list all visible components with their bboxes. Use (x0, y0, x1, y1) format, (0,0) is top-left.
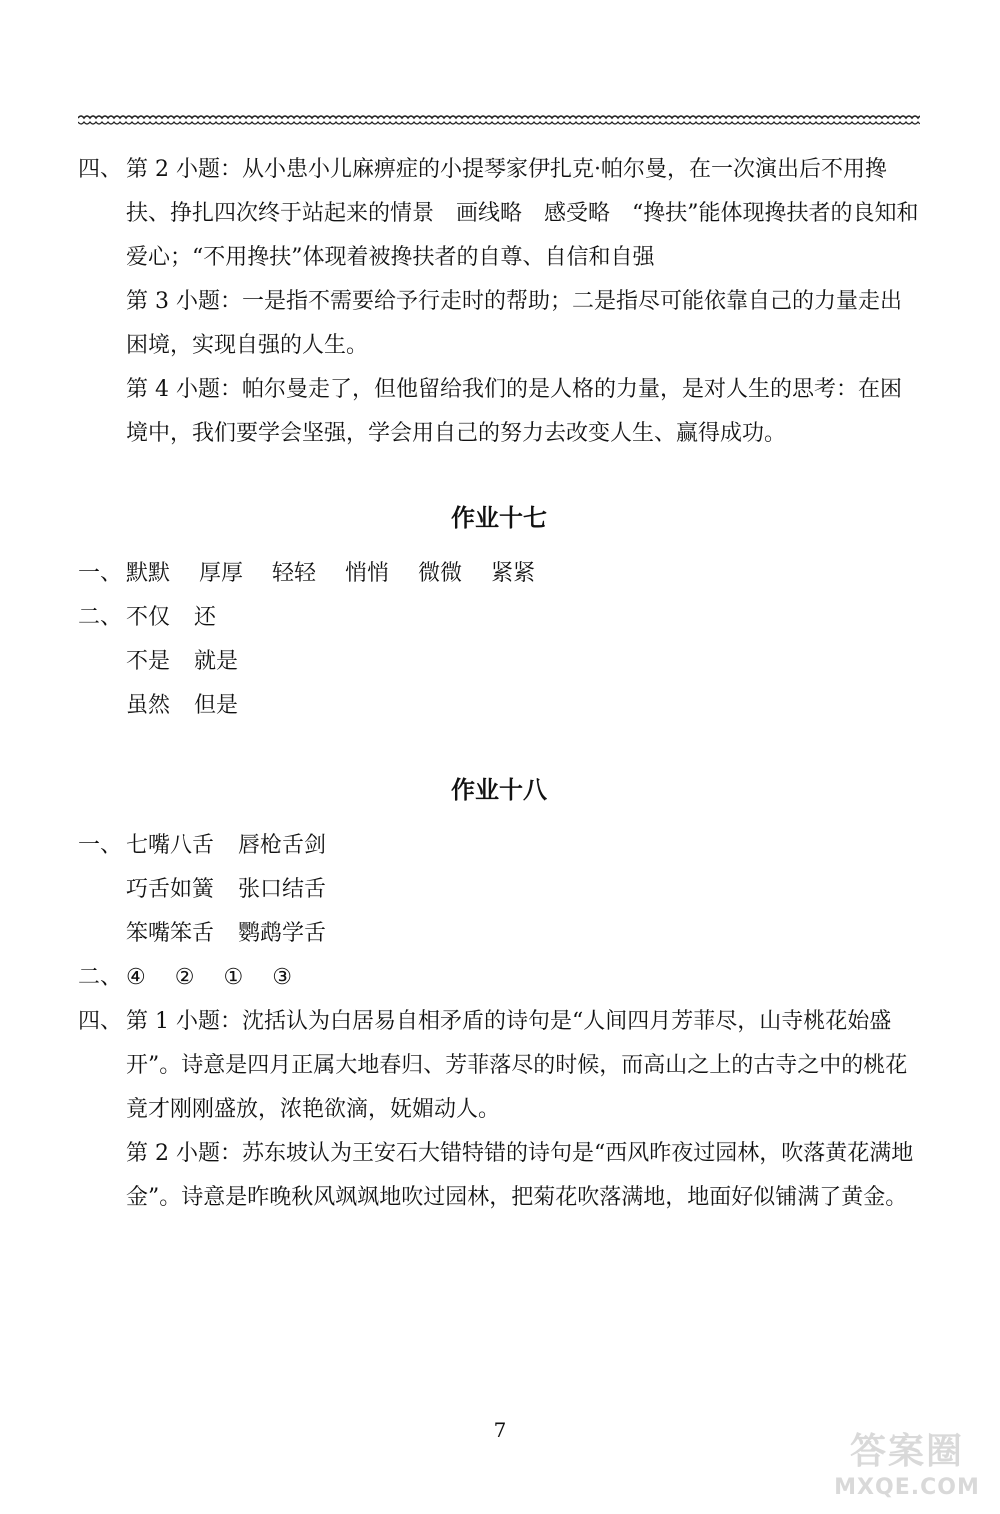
prev-question-4 (78, 148, 920, 456)
answer-content (78, 148, 920, 1220)
idiom: 巧舌如簧 (126, 877, 215, 902)
idiom: 鹦鹉学舌 (238, 921, 327, 946)
idiom: 张口结舌 (238, 877, 327, 902)
answer-paragraph: 第 2 小题：苏东坡认为王安石大错特错的诗句是“西风昨夜过园林，吹落黄花满地金”。诗意是昨晚秋风飒飒地吹过园林，把菊花吹落满地，地面好似铺满了黄金。 (126, 1141, 914, 1210)
section-title-hw18: 作业十八 (451, 776, 547, 804)
hw18-question-4 (78, 1000, 920, 1220)
word-item: 默默 (126, 561, 171, 586)
pair-word: 不是 (126, 649, 171, 674)
question-label: 一、 (78, 833, 123, 858)
idiom: 笨嘴笨舌 (126, 921, 215, 946)
pair-word: 但是 (194, 693, 239, 718)
word-item: 微微 (418, 561, 463, 586)
pair-word: 不仅 (126, 605, 171, 630)
answer-paragraph: 第 1 小题：沈括认为白居易自相矛盾的诗句是“人间四月芳菲尽，山寺桃花始盛开”。诗意是四月正属大地春归、芳菲落尽的时候，而高山之上的古寺之中的桃花竟才刚刚盛放，浓艳欲滴，妩媚动人。 (126, 1009, 908, 1122)
hw18-question-2 (78, 956, 920, 1000)
word-item: 厚厚 (199, 561, 244, 586)
answer-paragraph: 第 3 小题：一是指不需要给予行走时的帮助；二是指尽可能依靠自己的力量走出困境，实现自强的人生。 (126, 289, 902, 358)
idiom-pair (126, 912, 920, 956)
word-item: 悄悄 (345, 561, 390, 586)
pair-word: 就是 (194, 649, 239, 674)
answer-mark: ② (174, 965, 195, 990)
idiom: 七嘴八舌 (126, 833, 215, 858)
section-title-hw17: 作业十七 (451, 504, 547, 532)
idiom: 唇枪舌剑 (238, 833, 327, 858)
answer-mark: ③ (272, 965, 292, 990)
watermark-domain: MXQE.COM (834, 1475, 980, 1500)
answer-paragraph: 第 4 小题：帕尔曼走了，但他留给我们的是人格的力量，是对人生的思考：在困境中，我们要学会坚强，学会用自己的努力去改变人生、赢得成功。 (126, 377, 902, 446)
wavy-divider (78, 112, 920, 128)
conjunction-pair (126, 596, 920, 640)
hw18-question-1 (78, 824, 920, 956)
pair-word: 还 (194, 605, 217, 630)
answer-paragraph: 第 2 小题：从小患小儿麻痹症的小提琴家伊扎克·帕尔曼，在一次演出后不用搀扶、挣扎四次终于站起来的情景 画线略 感受略 “搀扶”能体现搀扶者的良知和爱心；“不用搀扶”体现着被搀扶者的自尊、自信和自强 (126, 157, 919, 270)
conjunction-pair (126, 640, 920, 684)
question-label: 二、 (78, 605, 123, 630)
word-item: 轻轻 (272, 561, 317, 586)
hw17-question-1 (78, 552, 920, 596)
page-number: 7 (493, 1418, 507, 1442)
answer-mark: ① (223, 965, 244, 990)
answer-mark: ④ (126, 965, 146, 990)
word-item: 紧紧 (491, 561, 536, 586)
question-label: 二、 (78, 965, 123, 990)
question-label: 一、 (78, 561, 123, 586)
conjunction-pair (126, 684, 920, 728)
hw17-question-2 (78, 596, 920, 728)
watermark-text: 答案圈 (849, 1431, 964, 1472)
pair-word: 虽然 (126, 693, 171, 718)
watermark-logo (822, 1430, 992, 1508)
question-label: 四、 (78, 1009, 123, 1034)
idiom-pair (126, 824, 920, 868)
question-label: 四、 (78, 157, 123, 182)
idiom-pair (126, 868, 920, 912)
